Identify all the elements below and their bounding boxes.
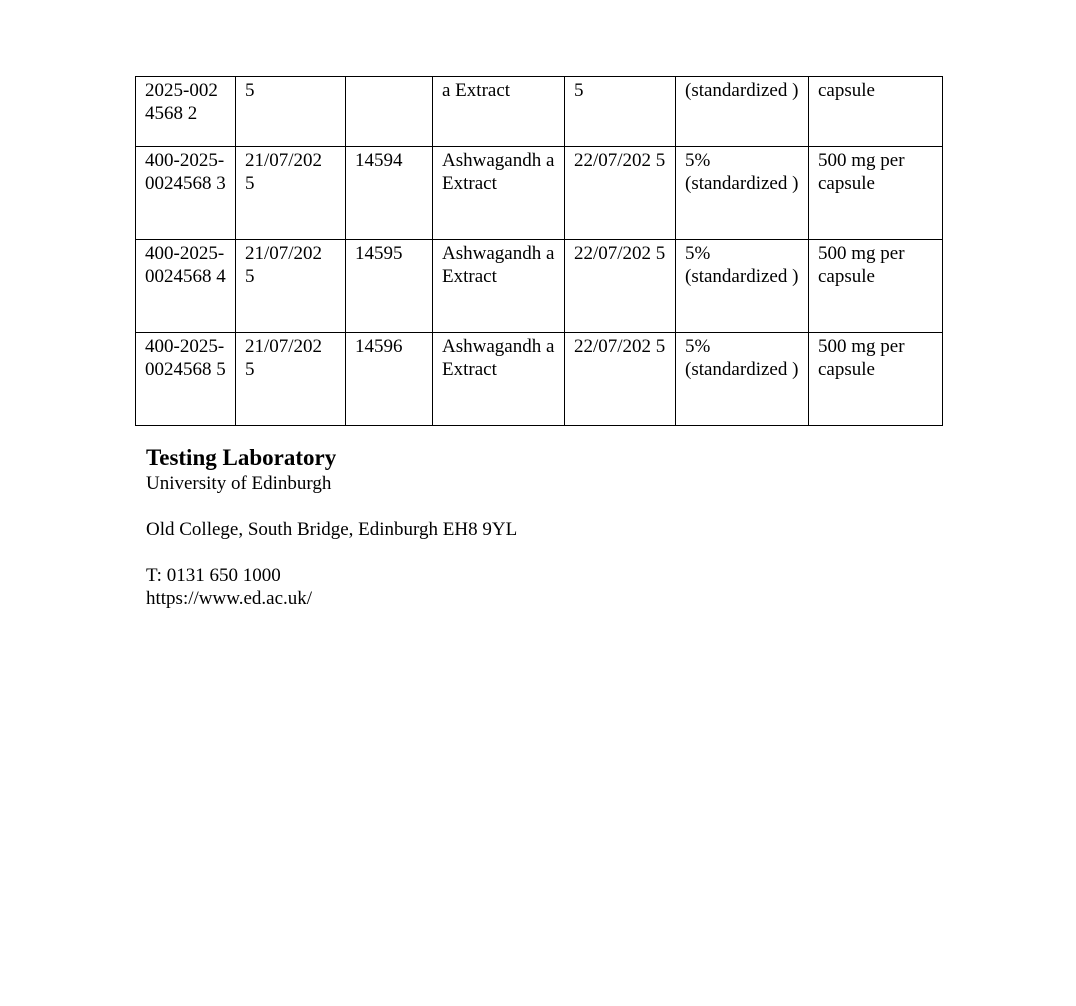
table-row	[136, 333, 943, 426]
reference-number-cell: 14596	[346, 333, 433, 426]
test-date-cell: 22/07/202 5	[565, 147, 676, 240]
dosage-cell: 500 mg per capsule	[809, 240, 943, 333]
table-row	[136, 77, 943, 147]
lab-contact-block	[146, 444, 517, 610]
reference-number-cell: 14594	[346, 147, 433, 240]
product-name-cell: a Extract	[433, 77, 565, 147]
table-row	[136, 240, 943, 333]
product-name-cell: Ashwagandh a Extract	[433, 240, 565, 333]
reference-number-cell: 14595	[346, 240, 433, 333]
test-date-cell: 22/07/202 5	[565, 333, 676, 426]
specification-cell: (standardized )	[676, 77, 809, 147]
specification-cell: 5% (standardized )	[676, 240, 809, 333]
sample-id-cell: 2025-0024568 2	[136, 77, 236, 147]
lab-website-link[interactable]: https://www.ed.ac.uk/	[146, 588, 313, 609]
reference-number-cell	[346, 77, 433, 147]
specification-cell: 5% (standardized )	[676, 333, 809, 426]
lab-address: Old College, South Bridge, Edinburgh EH8 9YL	[146, 519, 518, 540]
received-date-cell: 21/07/202 5	[236, 147, 346, 240]
dosage-cell: 500 mg per capsule	[809, 333, 943, 426]
received-date-cell: 5	[236, 77, 346, 147]
sample-id-cell: 400-2025-0024568 4	[136, 240, 236, 333]
received-date-cell: 21/07/202 5	[236, 240, 346, 333]
product-name-cell: Ashwagandh a Extract	[433, 333, 565, 426]
lab-phone: T: 0131 650 1000	[146, 565, 281, 586]
results-table	[135, 76, 943, 426]
dosage-cell: capsule	[809, 77, 943, 147]
test-date-cell: 22/07/202 5	[565, 240, 676, 333]
received-date-cell: 21/07/202 5	[236, 333, 346, 426]
sample-id-cell: 400-2025-0024568 3	[136, 147, 236, 240]
product-name-cell: Ashwagandh a Extract	[433, 147, 565, 240]
test-date-cell: 5	[565, 77, 676, 147]
specification-cell: 5% (standardized )	[676, 147, 809, 240]
lab-title: Testing Laboratory	[146, 445, 337, 470]
lab-institution: University of Edinburgh	[146, 473, 332, 494]
table-row	[136, 147, 943, 240]
dosage-cell: 500 mg per capsule	[809, 147, 943, 240]
sample-id-cell: 400-2025-0024568 5	[136, 333, 236, 426]
